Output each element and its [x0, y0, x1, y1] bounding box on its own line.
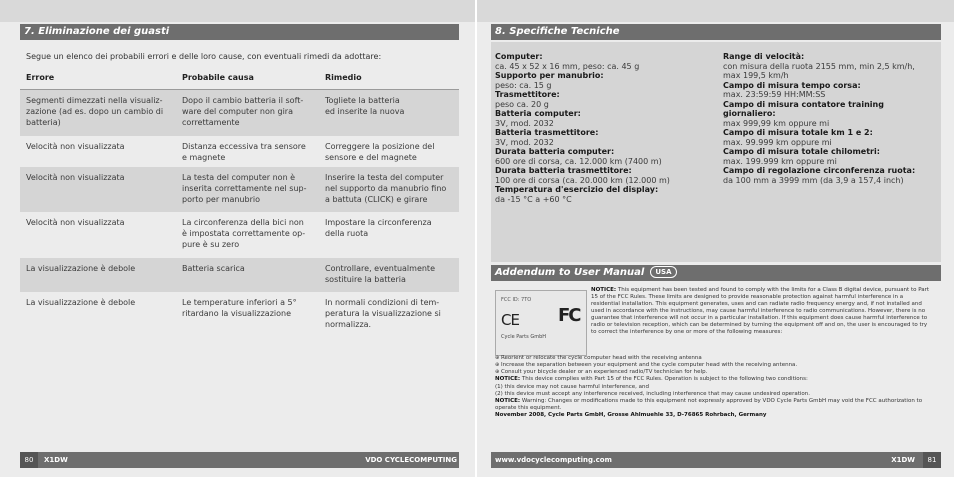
spec-item: Batteria computer: 3V, mod. 2032	[495, 109, 581, 128]
top-bar-left	[0, 0, 477, 22]
cell-error: La visualizzazione è debole	[26, 297, 136, 307]
col-header-remedy: Rimedio	[319, 70, 459, 90]
cell-remedy: In normali condizioni di tem- peratura la visualizzazione si normalizza.	[325, 297, 441, 329]
cell-remedy: Inserire la testa del computer nel supporto da manubrio fino a battuta (CLICK) e girare	[319, 167, 459, 212]
cell-remedy: Togliete la batteria ed inserite la nuova	[319, 90, 459, 136]
spec-item: Campo di misura contatore training giornaliero: max 999,99 km oppure mi	[723, 99, 884, 128]
list-item: ⊕ Consult your bicycle dealer or an experienced radio/TV technician for help.	[495, 369, 708, 376]
cell-cause: Distanza eccessiva tra sensore e magnete	[182, 141, 306, 162]
specs-column-right	[723, 52, 937, 185]
fcc-notice-paragraph: NOTICE: This equipment has been tested and found to comply with the limits for a Class B digital device, pursuant to Part 15 of the FCC Rules. These limits are designed to provide reasonable protection against harmful interference in a residential installation. This equipment generates, uses and can radiate radio frequency energy and, if not installed and used in accordance with the instructions, may cause harmful interference to radio communications. However, there is no guarantee that interference will not occur in a particular installation. If this equipment does cause harmful interference to radio or television reception, which can be determined by turning the equipment off and on, the user is encouraged to try to correct the interference by one or more of the following measures:	[591, 287, 930, 336]
spec-item: Temperatura d'esercizio del display: da -15 °C a +60 °C	[495, 185, 659, 204]
list-item: ⊕ Increase the separation between your equipment and the cycle computer head with the receiving antenna.	[495, 362, 798, 369]
col-header-error: Errore	[20, 70, 176, 90]
condition-item: (1) this device may not cause harmful interference, and	[495, 383, 649, 390]
top-bar-right	[477, 0, 954, 22]
footer-model-left: X1DW	[44, 456, 68, 464]
spec-item: Batteria trasmettitore: 3V, mod. 2032	[495, 128, 599, 147]
bullet-icon: ⊕	[495, 369, 500, 376]
col-header-cause: Probabile causa	[176, 70, 319, 90]
spec-item: Campo di misura totale km 1 e 2: max. 99.999 km oppure mi	[723, 128, 873, 147]
ce-mark-icon: CE	[501, 311, 519, 329]
specs-box	[491, 42, 941, 262]
footer-brand: VDO CYCLECOMPUTING	[365, 456, 457, 464]
table-row	[20, 90, 459, 136]
fcc-notice-continued	[495, 355, 935, 419]
section-title-addendum	[491, 265, 941, 281]
fcc-id-text: FCC ID: 7TO	[501, 297, 532, 303]
spec-item: Durata batteria trasmettitore: 100 ore di corsa (ca. 20.000 km (12.000 m)	[495, 166, 670, 185]
condition-item: (2) this device must accept any interference received, including interference that may cause undesired operation.	[495, 390, 810, 397]
cell-remedy: Controllare, eventualmente sostituire la batteria	[319, 258, 459, 292]
fcc-logo-icon: FC	[558, 305, 580, 326]
footer-url: www.vdocyclecomputing.com	[495, 456, 612, 464]
cell-error: Segmenti dimezzati nella visualiz- zazione (ad es. dopo un cambio di batteria)	[20, 90, 176, 136]
notice-two: NOTICE: This device complies with Part 15 of the FCC Rules. Operation is subject to the following two conditions:	[495, 376, 808, 383]
table-row	[20, 258, 459, 292]
page-number-left: 80	[20, 452, 38, 468]
spec-item: Campo di misura tempo corsa: max. 23:59:59 HH:MM:SS	[723, 80, 861, 99]
page-number-right: 81	[923, 452, 941, 468]
troubleshooting-table	[20, 70, 459, 332]
cell-error: La visualizzazione è debole	[20, 258, 176, 292]
footer-model-right: X1DW	[891, 456, 915, 464]
table-row	[20, 212, 459, 258]
list-item: ⊕ Reorient or relocate the cycle computer head with the receiving antenna	[495, 355, 702, 361]
bullet-icon: ⊕	[495, 362, 500, 369]
table-header-row	[20, 70, 459, 90]
addendum-title-text: Addendum to User Manual	[495, 267, 645, 278]
section-title-troubleshooting: 7. Eliminazione dei guasti	[20, 24, 459, 40]
spec-item: Trasmettitore: peso ca. 20 g	[495, 90, 560, 109]
cell-error: Velocità non visualizzata	[20, 167, 176, 212]
company-address: November 2008, Cycle Parts GmbH, Grosse Ahlmuehle 33, D-76865 Rohrbach, Germany	[495, 412, 767, 419]
table-row	[20, 167, 459, 212]
cell-error: Velocità non visualizzata	[26, 217, 125, 227]
spec-item: Computer: ca. 45 x 52 x 16 mm, peso: ca. 45 g	[495, 52, 640, 71]
spec-item: Durata batteria computer: 600 ore di corsa, ca. 12.000 km (7400 m)	[495, 147, 662, 166]
bullet-icon: ⊕	[495, 355, 500, 361]
usa-badge: USA	[650, 266, 676, 278]
cell-cause: Le temperature inferiori a 5° ritardano la visualizzazione	[182, 297, 297, 318]
spec-item: Supporto per manubrio: peso: ca. 15 g	[495, 71, 604, 90]
cell-remedy: Correggere la posizione del sensore e del magnete	[325, 141, 435, 162]
page-right	[477, 0, 954, 477]
table-row	[20, 292, 459, 332]
footer-left	[20, 452, 459, 468]
intro-text: Segue un elenco dei probabili errori e delle loro cause, con eventuali rimedi da adottare:	[26, 52, 382, 61]
spec-item: Campo di regolazione circonferenza ruota: da 100 mm a 3999 mm (da 3,9 a 157,4 inch)	[723, 166, 916, 185]
cell-cause: Dopo il cambio batteria il soft- ware del computer non gira correttamente	[176, 90, 319, 136]
fcc-label-image	[495, 290, 587, 356]
cell-cause: Batteria scarica	[176, 258, 319, 292]
cell-cause: La testa del computer non è inserita correttamente nel sup- porto per manubrio	[176, 167, 319, 212]
specs-column-left	[495, 52, 715, 204]
cell-error: Velocità non visualizzata	[26, 141, 125, 151]
spec-item: Campo di misura totale chilometri: max. 199.999 km oppure mi	[723, 147, 880, 166]
cell-cause: La circonferenza della bici non è impostata correttamente op- pure è su zero	[182, 217, 306, 249]
spec-item: Range di velocità: con misura della ruota 2155 mm, min 2,5 km/h, max 199,5 km/h	[723, 52, 915, 80]
notice-three: NOTICE: Warning: Changes or modifications made to this equipment not expressly approved by VDO Cycle Parts GmbH may void the FCC authorization to operate this equipment.	[495, 397, 923, 412]
table-row	[20, 136, 459, 167]
footer-right	[491, 452, 941, 468]
cell-remedy: Impostare la circonferenza della ruota	[325, 217, 432, 238]
section-title-specs: 8. Specifiche Tecniche	[491, 24, 941, 40]
fcc-company-text: Cycle Parts GmbH	[501, 334, 546, 340]
